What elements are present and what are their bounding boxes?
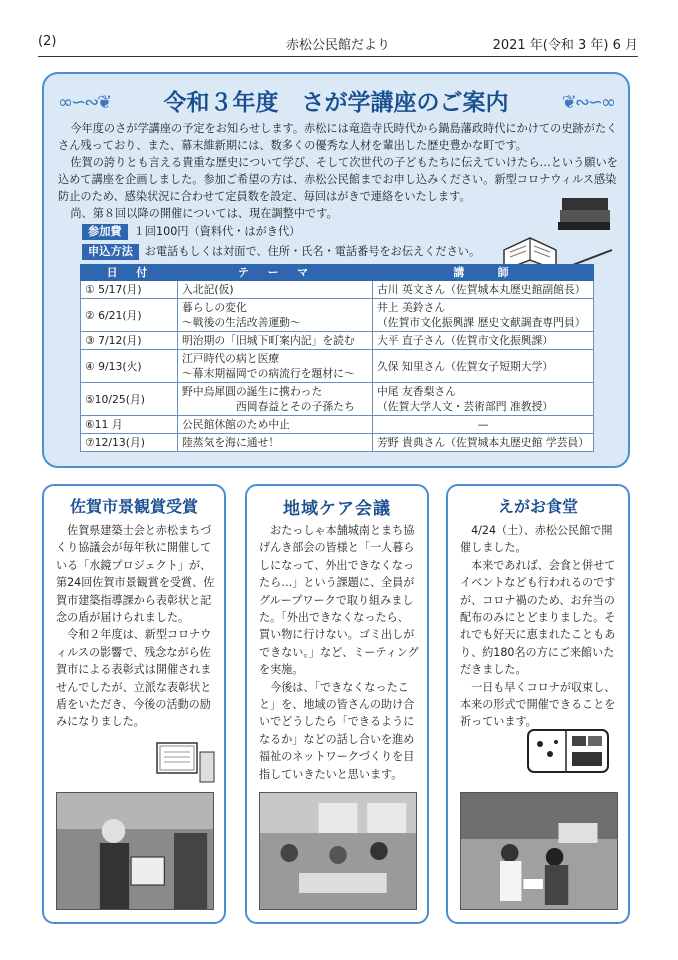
lecturer-line: 井上 美鈴さん [377, 301, 446, 314]
fee-label: 参加費 [82, 224, 128, 240]
lecturer-line: — [477, 418, 489, 431]
table-row [81, 416, 594, 434]
theme-line: 入北記(仮) [182, 283, 234, 296]
row-lecturer [373, 416, 594, 434]
intro-paragraph: 佐賀の誇りとも言える貴重な歴史について学び、そして次世代の子どもたちに伝えていけたら…という願いを込めて講座を企画しました。参加ご希望の方は、赤松公民館までお申し込みください。新型コロナウィルス感染防止のため、感染状況に合わせて定員数を設定、毎回はがきで連絡をいたします。 [58, 156, 618, 203]
schedule-table [80, 264, 594, 452]
row-lecturer [373, 281, 594, 299]
article-egao-shokudo [446, 484, 630, 924]
table-row [81, 281, 594, 299]
lecturer-line: 中尾 友香梨さん [377, 385, 457, 398]
award-photo [56, 792, 214, 910]
theme-line: 明治期の「旧城下町案内記」を読む [182, 334, 355, 347]
article-paragraph: 本来であれば、会食と併せてイベントなども行われるのですが、コロナ禍のため、お弁当の配布のみにとどまりました。それでも好天に恵まれたこともあり、約180名の方にご来館いただきました。 [460, 558, 616, 677]
lecturer-line: （佐賀市文化振興課 歴史文献調査専門員） [377, 316, 586, 329]
apply-value: お電話もしくは対面で、住所・氏名・電話番号をお伝えください。 [144, 245, 481, 258]
intro-paragraph: 尚、第８回以降の開催については、現在調整中です。 [70, 207, 338, 220]
table-row [81, 332, 594, 350]
meeting-photo [259, 792, 417, 910]
apply-row [82, 244, 480, 260]
article-title: 佐賀市景観賞受賞 [69, 497, 198, 516]
theme-line: 西岡春益とその子孫たち [236, 400, 355, 413]
theme-line: 陸蒸気を海に通せ！ [182, 436, 280, 449]
article-paragraph: 今後は、「できなくなったこと」を、地域の皆さんの助け合いでどうしたら「できるようになるか」などの話し合いを進め福祉のネットワークづくりを目指していきたいと思います。 [259, 680, 415, 781]
issue-date: 2021 年(令和 3 年) 6 月 [492, 38, 638, 53]
theme-line: 公民館休館のため中止 [182, 418, 290, 431]
ornament-right-icon: ❦∾∽∞ [561, 92, 614, 113]
header-divider [38, 56, 638, 57]
row-theme [178, 350, 373, 383]
lecturer-line: 大平 直子さん（佐賀市文化振興課） [377, 334, 554, 347]
theme-line: 暮らしの変化 [182, 301, 247, 314]
article-body [259, 522, 419, 783]
row-date: ① 5/17(月) [81, 281, 178, 299]
article-paragraph: 一日も早くコロナが収束し、本来の形式で開催できることを祈っています。 [460, 680, 616, 729]
row-lecturer [373, 350, 594, 383]
article-paragraph: 4/24（土）、赤松公民館で開催しました。 [460, 524, 613, 555]
theme-line: 江戸時代の病と医療 [182, 352, 280, 365]
article-body [460, 522, 620, 731]
intro-paragraph: 今年度のさが学講座の予定をお知らせします。赤松には竜造寺氏時代から鍋島藩政時代にかけての史跡がたくさん残っており、また、幕末維新期には、数多くの優秀な人材を輩出した歴史豊かな町です。 [58, 122, 618, 152]
article-title: 地域ケア会議 [283, 499, 391, 519]
row-lecturer [373, 434, 594, 452]
lecturer-line: （佐賀大学人文・芸術部門 准教授） [377, 400, 554, 413]
row-date: ⑦12/13(月) [81, 434, 178, 452]
row-date: ② 6/21(月) [81, 299, 178, 332]
lecturer-line: 古川 英文さん（佐賀城本丸歴史館副館長） [377, 283, 586, 296]
row-theme [178, 416, 373, 434]
row-date: ⑤10/25(月) [81, 383, 178, 416]
table-row [81, 383, 594, 416]
bento-icon [526, 726, 610, 776]
row-theme [178, 299, 373, 332]
table-header-row [81, 265, 594, 281]
table-row [81, 299, 594, 332]
lecturer-line: 久保 知里さん（佐賀女子短期大学） [377, 359, 554, 373]
row-theme [178, 281, 373, 299]
row-lecturer [373, 332, 594, 350]
fee-value: １回100円（資料代・はがき代） [133, 225, 301, 238]
col-date-header: 日 付 [81, 265, 178, 281]
table-row [81, 350, 594, 383]
theme-line: ～戦後の生活改善運動～ [182, 316, 301, 329]
article-title: えがお食堂 [497, 497, 578, 516]
newsletter-title: 赤松公民館だより [285, 38, 390, 53]
table-row [81, 434, 594, 452]
article-body [56, 522, 216, 731]
col-lecturer-header: 講 師 [373, 265, 594, 281]
fee-row [82, 224, 300, 240]
page-header [38, 34, 638, 54]
row-lecturer [373, 299, 594, 332]
row-theme [178, 332, 373, 350]
page-number: (2) [38, 34, 57, 49]
row-theme [178, 383, 373, 416]
article-landscape-award [42, 484, 226, 924]
main-title: 令和３年度 さが学講座のご案内 [163, 90, 509, 116]
ornament-left-icon: ∞∽∾❦ [58, 92, 111, 113]
lecturer-line: 芳野 貴典さん（佐賀城本丸歴史館 学芸員） [377, 436, 590, 449]
row-date: ④ 9/13(火) [81, 350, 178, 383]
certificate-icon [156, 742, 216, 786]
row-date: ⑥11 月 [81, 416, 178, 434]
saga-lecture-box [42, 72, 630, 468]
books-icon [500, 190, 620, 274]
row-theme [178, 434, 373, 452]
article-community-care [245, 484, 429, 924]
theme-line: ～幕末期福岡での病流行を題材に～ [182, 367, 355, 380]
row-date: ③ 7/12(月) [81, 332, 178, 350]
title-row [44, 82, 628, 118]
row-lecturer [373, 383, 594, 416]
article-paragraph: 令和２年度は、新型コロナウィルスの影響で、残念ながら佐賀市による表彰式は開催されませんでしたが、立派な表彰状と盾をいただき、今後の活動の励みになりました。 [56, 628, 212, 729]
col-theme-header: テ ー マ [178, 265, 373, 281]
theme-line: 野中烏犀圓の誕生に携わった [182, 385, 323, 398]
article-paragraph: おたっしゃ本舗城南とまち協げんき部会の皆様と「一人暮らしになって、外出できなくなったら…」という課題に、全員がグループワークで取り組みました。「外出できなくなったら、買い物に行けない。ゴミ出しができない。」など、ミーティングを実施。 [259, 524, 419, 677]
food-distribution-photo [460, 792, 618, 910]
article-paragraph: 佐賀県建築士会と赤松まちづくり協議会が毎年秋に開催している「水鏡プロジェクト」が、第24回佐賀市景観賞を受賞、佐賀市建築指導課から表彰状と記念の盾が届けられました。 [56, 524, 215, 625]
apply-label: 申込方法 [82, 244, 139, 260]
